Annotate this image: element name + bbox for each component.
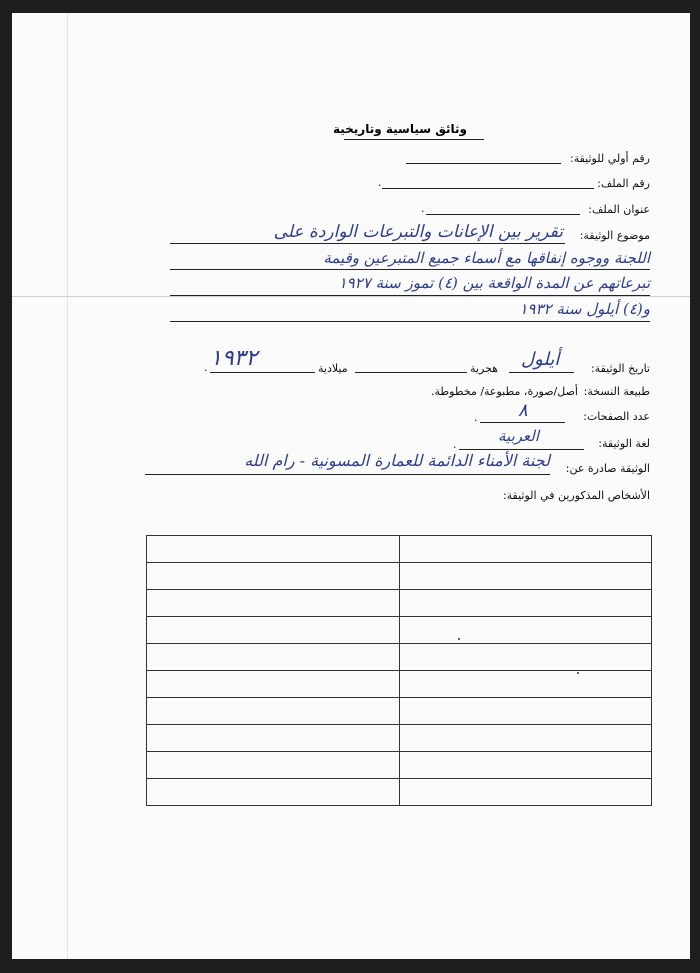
subject-line-2 [170, 269, 650, 270]
subject-text-line-3: تبرعاتهم عن المدة الواقعة بين (٤) تموز سنة ١٩٢٧ [338, 274, 650, 292]
issuer-label: الوثيقة صادرة عن: [565, 462, 650, 475]
date-month-value: أيلول [521, 349, 560, 370]
table-row [147, 590, 652, 617]
language-label: لغة الوثيقة: [598, 437, 650, 450]
gregorian-label: ميلادية [318, 362, 348, 375]
table-row [147, 617, 652, 644]
subject-label: موضوع الوثيقة: [579, 229, 650, 242]
table-cell[interactable] [399, 536, 652, 563]
ink-speck [577, 672, 579, 674]
ink-speck [458, 638, 460, 640]
table-cell[interactable] [147, 671, 400, 698]
initial-number-field[interactable] [406, 163, 561, 164]
table-cell[interactable] [147, 617, 400, 644]
table-cell[interactable] [399, 779, 652, 806]
table-cell[interactable] [147, 590, 400, 617]
table-cell[interactable] [399, 752, 652, 779]
table-cell[interactable] [399, 725, 652, 752]
file-title-label: عنوان الملف: [588, 203, 650, 216]
table-cell[interactable] [147, 779, 400, 806]
pages-value: ٨ [518, 400, 528, 421]
table-row [147, 536, 652, 563]
table-cell[interactable] [147, 698, 400, 725]
issuer-value: لجنة الأمناء الدائمة للعمارة المسونية - رام الله [244, 451, 550, 470]
initial-number-label: رقم أولي للوثيقة: [570, 152, 650, 165]
crease-line [12, 296, 690, 297]
table-row [147, 779, 652, 806]
table-cell[interactable] [399, 617, 652, 644]
language-period: . [453, 438, 457, 451]
hijri-field[interactable] [355, 372, 467, 373]
table-cell[interactable] [399, 590, 652, 617]
subject-text-line-2: اللجنة ووجوه إنفاقها مع أسماء جميع المتبرعين وقيمة [323, 249, 650, 267]
table-cell[interactable] [399, 644, 652, 671]
table-cell[interactable] [147, 536, 400, 563]
subject-line-1 [170, 243, 565, 244]
table-row [147, 725, 652, 752]
pages-period: . [474, 411, 478, 424]
date-month-field[interactable] [509, 372, 574, 373]
pages-field[interactable] [480, 422, 565, 423]
date-period: . [204, 361, 208, 374]
subject-line-4 [170, 321, 650, 322]
pages-label: عدد الصفحات: [583, 410, 650, 423]
date-year-value: ١٩٣٢ [210, 346, 258, 371]
hijri-label: هجرية [470, 362, 498, 375]
document-title: وثائق سياسية وتاريخية [332, 122, 468, 136]
subject-text-line-1: تقرير بين الإعانات والتبرعات الواردة على [273, 222, 563, 242]
table-cell[interactable] [399, 698, 652, 725]
issuer-field[interactable] [145, 474, 550, 475]
table-cell[interactable] [147, 725, 400, 752]
table-cell[interactable] [147, 752, 400, 779]
copy-type-options: أصل/صورة، مطبوعة/ مخطوطة. [430, 385, 578, 398]
table-cell[interactable] [147, 563, 400, 590]
table-cell[interactable] [399, 563, 652, 590]
table-row [147, 752, 652, 779]
language-field[interactable] [459, 449, 584, 450]
file-title-field[interactable] [426, 214, 580, 215]
language-value: العربية [498, 427, 539, 445]
file-number-field[interactable] [382, 188, 594, 189]
table-cell[interactable] [147, 644, 400, 671]
title-underline [344, 139, 484, 140]
table-row [147, 644, 652, 671]
table-row [147, 671, 652, 698]
table-cell[interactable] [399, 671, 652, 698]
copy-type-label: طبيعة النسخة: [583, 385, 650, 398]
date-label: تاريخ الوثيقة: [590, 362, 650, 375]
table-row [147, 698, 652, 725]
file-number-label: رقم الملف: [597, 177, 650, 190]
file-title-period: . [421, 202, 425, 215]
persons-table [146, 535, 652, 806]
subject-line-3 [170, 295, 650, 296]
subject-text-line-4: و(٤) أيلول سنة ١٩٣٢ [519, 300, 650, 318]
table-row [147, 563, 652, 590]
page-fold-line [67, 13, 68, 959]
gregorian-field[interactable] [210, 372, 315, 373]
persons-label: الأشخاص المذكورين في الوثيقة: [502, 489, 650, 502]
file-number-period: . [378, 176, 382, 189]
